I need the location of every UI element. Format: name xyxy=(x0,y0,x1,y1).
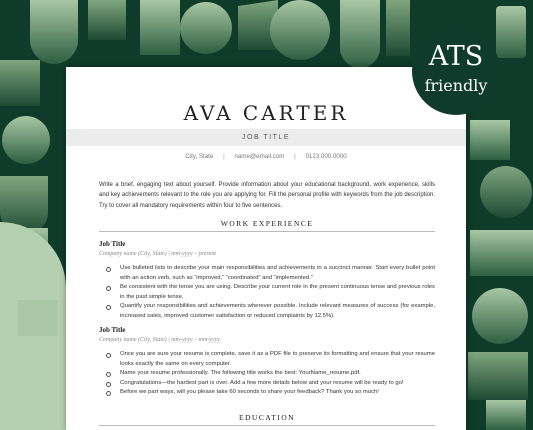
contact-location: City, State xyxy=(185,153,214,160)
contact-line xyxy=(66,153,466,160)
list-item: Congratulations—the hardest part is over. Add a few more details below and your resume will be ready to go! xyxy=(99,379,435,389)
list-item: Be consistent with the tense you are using. Describe your current role in the present continuous tense and previous roles in the past simple tense. xyxy=(99,283,435,302)
contact-separator: | xyxy=(294,153,296,160)
job-bullets xyxy=(99,264,435,322)
profile-summary: Write a brief, engaging text about yourself. Provide information about your educational background, work experience, skills and key achievements relevant to the role you are applying for. Fill the personal profile with keywords from the job description. Try to cover all mandatory requirements within four to five sentences. xyxy=(99,182,435,209)
badge-line-1: ATS xyxy=(428,41,484,72)
contact-phone: 0123.000.0000 xyxy=(305,153,347,160)
job-title-text: JOB TITLE xyxy=(242,134,290,141)
job-title: Job Title xyxy=(99,240,126,248)
job-meta: Company name (City, State) | mm-yyyy – mm-yyyy xyxy=(99,337,220,343)
job-title-band xyxy=(66,129,466,146)
list-item: Once you are sure your resume is complete, save it as a PDF file to preserve its formatting and ensure that your resume looks exactly the same on every computer. xyxy=(99,350,435,369)
section-heading-education: EDUCATION xyxy=(99,413,435,426)
ats-friendly-badge xyxy=(412,27,500,115)
section-heading-work-experience: WORK EXPERIENCE xyxy=(99,219,435,232)
list-item: Name your resume professionally. The following title works the best: YourName_resume.pdf. xyxy=(99,369,435,379)
job-title: Job Title xyxy=(99,326,126,334)
list-item: Use bulleted lists to describe your main responsibilities and achievements in a succinct manner. Start every bullet point with an action verb, such as “improved,” “coordinated” and “implemented.” xyxy=(99,264,435,283)
job-meta: Company name (City, State) | mm-yyyy – present xyxy=(99,251,217,257)
list-item: Before we part ways, will you please take 60 seconds to share your feedback? Thank you so much! xyxy=(99,388,435,398)
resume-name: AVA CARTER xyxy=(183,101,349,125)
list-item: Quantify your responsibilities and achievements wherever possible. Include relevant measures of success (for example, increased sales, improved customer satisfaction or reduced complaints by 12.5%). xyxy=(99,302,435,321)
badge-line-2: friendly xyxy=(424,76,488,95)
resume-page xyxy=(66,67,466,430)
job-bullets xyxy=(99,350,435,398)
contact-separator: | xyxy=(223,153,225,160)
contact-email: name@email.com xyxy=(234,153,285,160)
